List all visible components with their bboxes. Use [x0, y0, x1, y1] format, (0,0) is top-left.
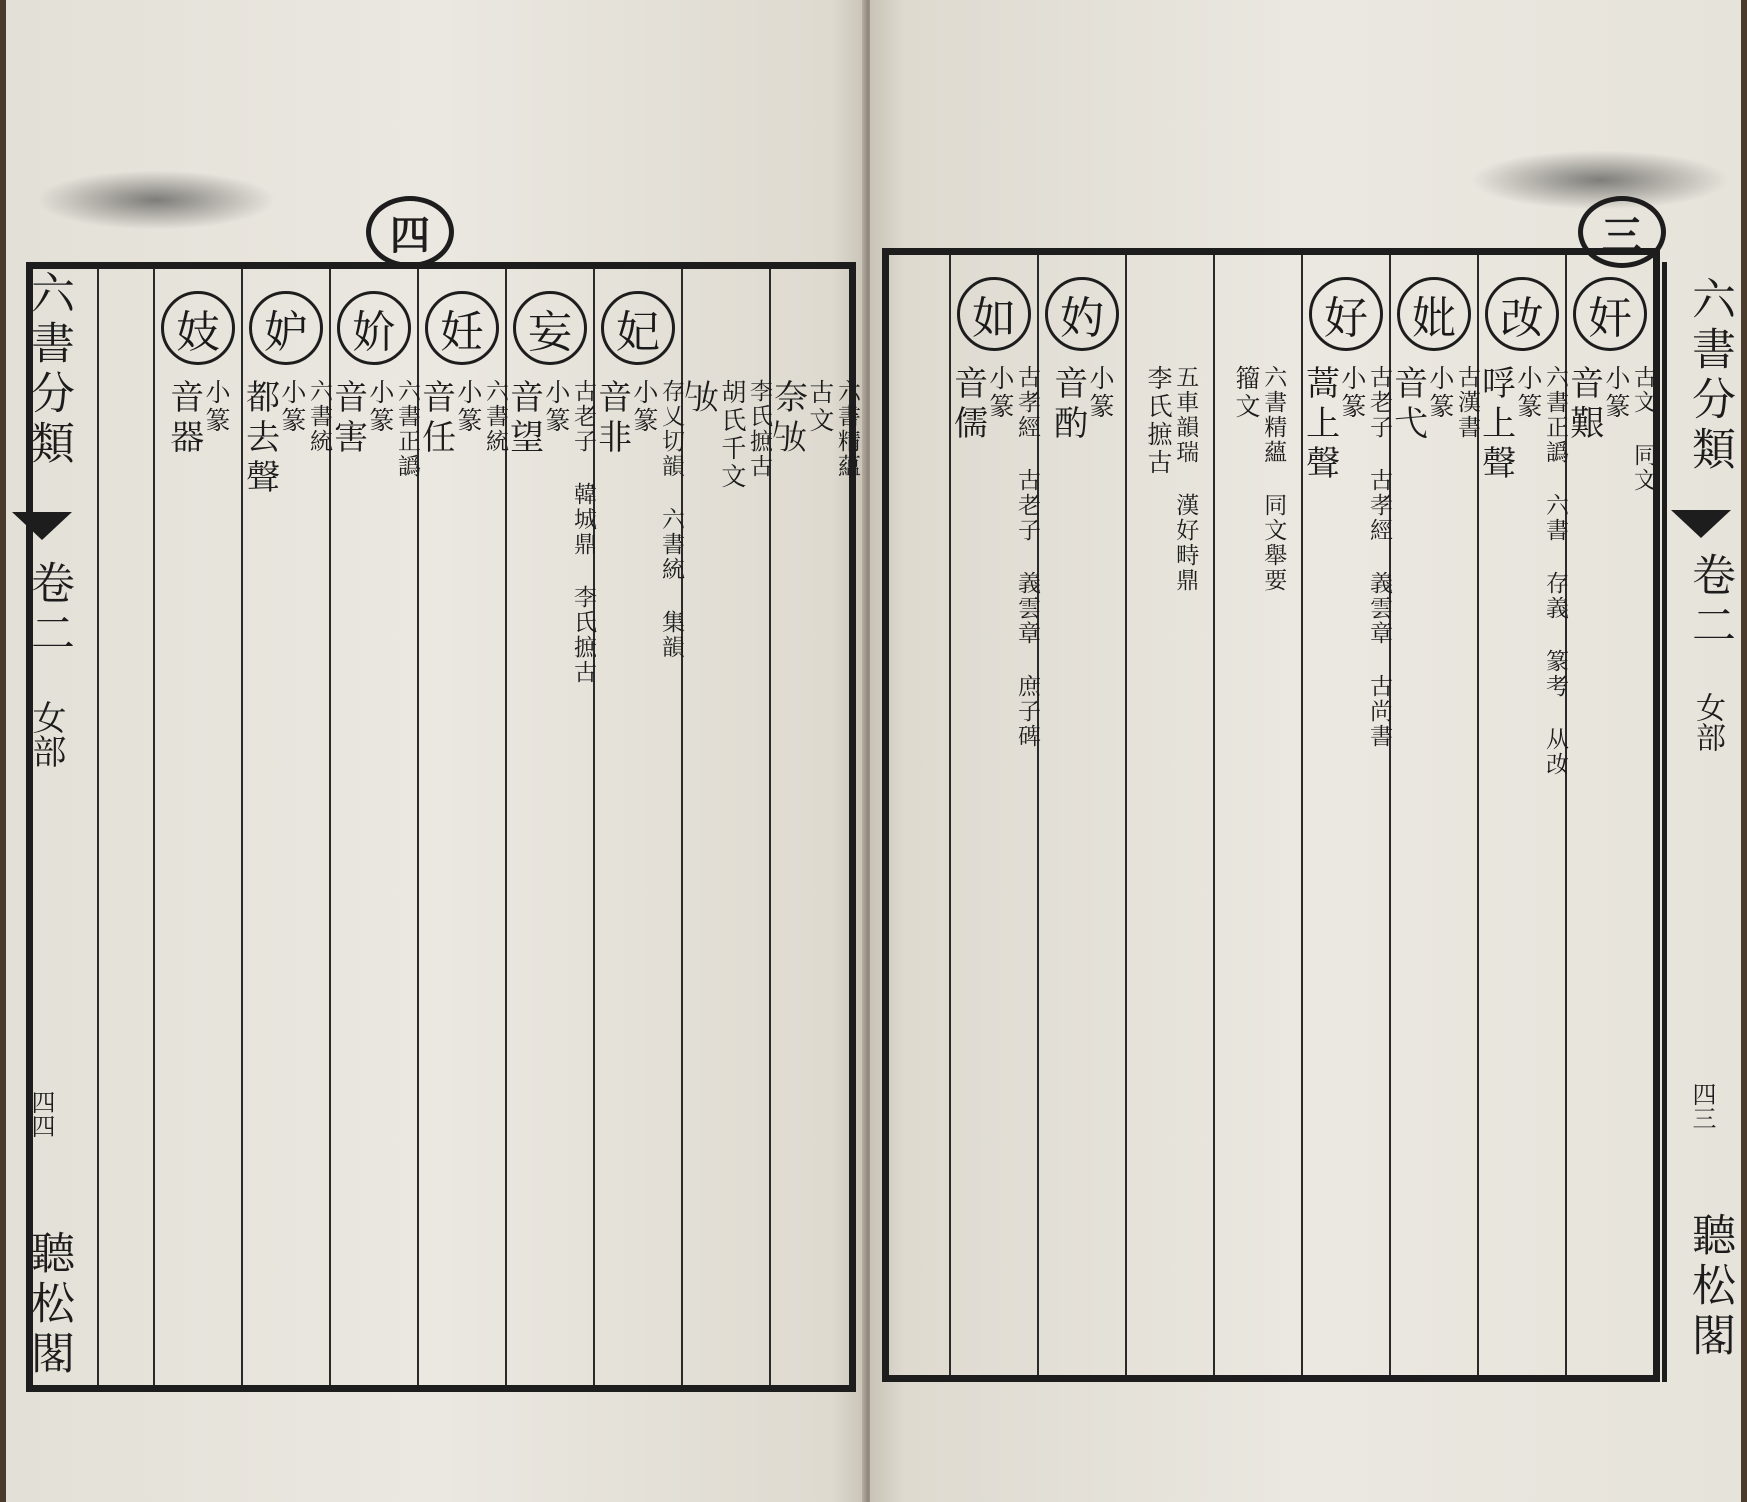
entry-text: 音害 — [327, 379, 368, 459]
entry-source: 古孝經 古老子 義雲章 庶子碑 — [1014, 365, 1041, 749]
page-frame — [26, 262, 861, 1392]
entry-column — [1213, 255, 1301, 1375]
head-character: 妎 — [337, 291, 411, 365]
entry-column — [503, 269, 597, 1385]
entry-source: 六書統 — [482, 379, 509, 454]
head-character: 好 — [1309, 277, 1383, 351]
section-label: 女部 — [1690, 692, 1725, 752]
entry-source: 古漢書 — [1454, 365, 1481, 440]
entry-text: 音任 — [415, 379, 456, 459]
entry-column — [1563, 255, 1657, 1375]
entry-source: 六書精蘊 — [834, 379, 861, 479]
entry-column — [1125, 255, 1213, 1375]
entry-text: 都去聲 — [239, 379, 280, 499]
entry-note: 小篆 — [541, 379, 571, 435]
entry-column — [1387, 255, 1481, 1375]
section-label: 女部 — [26, 700, 66, 768]
entry-column — [591, 269, 685, 1385]
entry-source: 古老子 古孝經 義雲章 古尚書 — [1366, 365, 1393, 749]
head-character: 妄 — [513, 291, 587, 365]
entry-source: 古老子 韓城鼎 李氏摭古 — [570, 379, 597, 685]
entry-note: 李氏摭古 — [1144, 365, 1174, 477]
entry-column — [239, 269, 333, 1385]
entry-text: 音儒 — [947, 365, 988, 445]
entry-note: 小篆 — [1085, 365, 1115, 421]
book-title: 六書分類 — [23, 270, 74, 470]
entry-note: 小篆 — [629, 379, 659, 435]
head-character: 如 — [957, 277, 1031, 351]
entry-note: 小篆 — [1601, 365, 1631, 421]
right-page — [870, 0, 1741, 1502]
entry-column — [679, 269, 773, 1385]
entry-note: 小篆 — [1425, 365, 1455, 421]
head-character: 妁 — [1045, 277, 1119, 351]
left-page — [6, 0, 866, 1502]
publisher: 聽松閣 — [1684, 1212, 1735, 1362]
head-character: 妀 — [1485, 277, 1559, 351]
entry-source: 存乂切韻 六書統 集韻 — [658, 379, 685, 660]
head-character: 妃 — [601, 291, 675, 365]
entry-text: 音酌 — [1047, 365, 1088, 445]
entry-column — [153, 269, 241, 1385]
entry-note: 小篆 — [365, 379, 395, 435]
entry-text: 音弋 — [1387, 365, 1428, 445]
entry-text: 音望 — [503, 379, 544, 459]
juan-label: 卷二 — [23, 560, 74, 660]
entry-column — [1037, 255, 1125, 1375]
entry-column — [327, 269, 421, 1385]
entry-source: 六書正譌 — [394, 379, 421, 479]
entry-text: 𡚷 — [679, 379, 720, 419]
entry-source: 六書正譌 六書 存義 篆考 从妀 — [1542, 365, 1569, 777]
entry-note: 小篆 — [1337, 365, 1367, 421]
head-character: 妊 — [425, 291, 499, 365]
entry-text: 蒿上聲 — [1299, 365, 1340, 485]
ink-smudge — [36, 170, 276, 230]
fish-tail-mark — [1671, 510, 1731, 538]
blank-column — [97, 269, 153, 1385]
entry-source: 古文 同文 — [1630, 365, 1657, 493]
title-column — [33, 269, 97, 1385]
entry-source: 六書統 — [306, 379, 333, 454]
entry-note: 古文 — [805, 379, 835, 435]
folio-number: 四 — [366, 196, 454, 268]
entry-column — [947, 255, 1041, 1375]
right-margin — [1662, 262, 1737, 1382]
book-spread — [6, 0, 1741, 1502]
entry-text: 奈𡚷 — [767, 379, 808, 459]
entry-note: 小篆 — [453, 379, 483, 435]
entry-column — [415, 269, 509, 1385]
juan-label: 卷二 — [1684, 552, 1735, 652]
head-character: 奸 — [1573, 277, 1647, 351]
head-character: 妒 — [249, 291, 323, 365]
entry-column — [767, 269, 861, 1385]
entry-source: 李氏摭古 — [746, 379, 773, 479]
entry-column — [1299, 255, 1393, 1375]
page-number: 四三 — [1688, 1082, 1716, 1130]
entry-text: 哹上聲 — [1475, 365, 1516, 485]
book-title: 六書分類 — [1684, 276, 1735, 476]
entry-note: 小篆 — [201, 379, 231, 435]
head-character: 妓 — [161, 291, 235, 365]
page-frame — [882, 248, 1660, 1382]
entry-note: 胡氏千文 — [717, 379, 747, 491]
entry-text: 音非 — [591, 379, 632, 459]
head-character: 妣 — [1397, 277, 1471, 351]
page-number: 四四 — [27, 1090, 55, 1138]
entry-note: 小篆 — [985, 365, 1015, 421]
entry-note: 小篆 — [277, 379, 307, 435]
blank-column — [889, 255, 949, 1375]
entry-note: 籀文 — [1232, 365, 1262, 421]
entry-text: 音艱 — [1563, 365, 1604, 445]
entry-text: 音器 — [163, 379, 204, 459]
entry-column — [1475, 255, 1569, 1375]
entry-source: 五車韻瑞 漢好畤鼎 — [1172, 365, 1199, 593]
publisher: 聽松閣 — [23, 1230, 74, 1380]
entry-note: 小篆 — [1513, 365, 1543, 421]
entry-source: 六書精蘊 同文舉要 — [1260, 365, 1287, 593]
folio-number: 三 — [1578, 196, 1666, 268]
